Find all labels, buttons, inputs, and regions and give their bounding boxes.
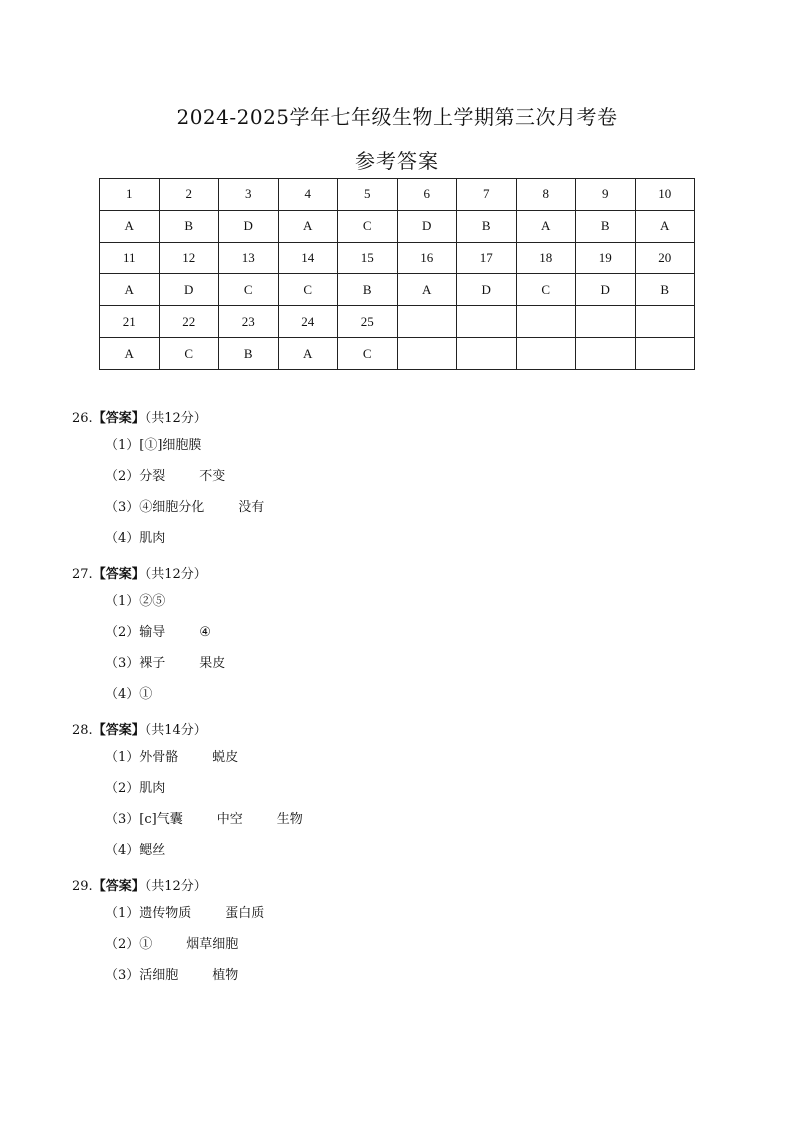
answer-line [72,461,264,492]
answer-cell: D [397,210,457,242]
question-number-cell: 10 [635,179,695,211]
answer-text: （3）裸子 [105,656,166,671]
answer-cell: B [635,274,695,306]
question-number-cell: 11 [100,242,160,274]
answer-text: 没有 [238,500,265,515]
question-number-cell: 22 [159,306,219,338]
answer-line [72,804,303,835]
question-number-cell: 18 [516,242,576,274]
answer-text: 植物 [212,968,239,983]
answer-text: （1）[①]细胞膜 [105,438,202,453]
section-score: （共12分） [144,411,207,426]
question-number-cell: 5 [338,179,398,211]
answer-cell: D [159,274,219,306]
question-number-cell [516,306,576,338]
answer-cell [457,338,517,370]
answer-line [72,430,264,461]
question-number-cell [635,306,695,338]
question-number-cell: 9 [576,179,636,211]
answer-cell: D [576,274,636,306]
question-number-row [100,242,695,274]
answer-text: （1）外骨骼 [105,750,179,765]
question-number-cell: 2 [159,179,219,211]
answer-cell: C [278,274,338,306]
answer-line [72,523,264,554]
answer-table [99,178,695,370]
answer-cell: A [100,338,160,370]
answer-line [72,835,303,866]
question-number-cell: 16 [397,242,457,274]
question-number-cell: 8 [516,179,576,211]
answer-line [72,742,303,773]
answer-text: （1）遗传物质 [105,906,192,921]
question-number-cell: 3 [219,179,279,211]
answer-cell: B [457,210,517,242]
answer-letter-row [100,210,695,242]
answer-cell: C [338,210,398,242]
answer-line [72,492,264,523]
answer-cell: A [635,210,695,242]
answer-section [72,720,303,866]
question-number-cell: 25 [338,306,398,338]
answer-cell [397,338,457,370]
question-number-cell: 12 [159,242,219,274]
answer-text: （3）④细胞分化 [105,500,205,515]
answer-cell: A [278,338,338,370]
section-score: （共12分） [144,879,207,894]
answer-section [72,876,264,991]
answer-line [72,679,225,710]
answer-section [72,564,225,710]
answer-cell: C [516,274,576,306]
answer-line [72,898,264,929]
answer-text: （1）②⑤ [105,594,166,609]
answer-line [72,586,225,617]
question-number-cell: 20 [635,242,695,274]
answer-section [72,408,264,554]
question-number-cell [576,306,636,338]
answer-text: （2）肌肉 [105,781,166,796]
answer-text: 蛋白质 [225,906,265,921]
answer-cell: D [457,274,517,306]
question-number-cell: 17 [457,242,517,274]
answer-text: （4）肌肉 [105,531,166,546]
answer-cell: A [278,210,338,242]
answer-text: （3）活细胞 [105,968,179,983]
answer-line [72,648,225,679]
question-number-cell: 23 [219,306,279,338]
answer-label: 【答案】 [92,723,145,738]
section-score: （共12分） [144,567,207,582]
question-number-cell: 4 [278,179,338,211]
answer-cell: D [219,210,279,242]
answer-cell: A [516,210,576,242]
question-number-cell: 13 [219,242,279,274]
answer-text: （4）鳃丝 [105,843,166,858]
answer-text: （3）[c]气囊 [105,812,183,827]
question-number-row [100,306,695,338]
answer-line [72,929,264,960]
question-number-cell: 21 [100,306,160,338]
answer-line [72,960,264,991]
section-number: 28. [72,723,93,738]
question-number-cell: 6 [397,179,457,211]
answer-text: 生物 [276,812,303,827]
answer-label: 【答案】 [92,567,145,582]
answer-cell [576,338,636,370]
answer-text: 不变 [199,469,226,484]
answer-letter-row [100,338,695,370]
answer-text: （2）输导 [105,625,166,640]
section-heading [72,408,264,430]
document-subtitle: 参考答案 [355,149,439,173]
answer-cell: C [338,338,398,370]
answer-cell: A [100,210,160,242]
answer-cell [635,338,695,370]
answer-cell: B [219,338,279,370]
answer-text: （4）① [105,687,153,702]
section-number: 29. [72,879,93,894]
answer-label: 【答案】 [92,411,145,426]
section-heading [72,876,264,898]
answer-cell: B [338,274,398,306]
question-number-cell: 15 [338,242,398,274]
document-title: 2024-2025学年七年级生物上学期第三次月考卷 [176,105,618,129]
answer-text: 中空 [216,812,243,827]
answer-text: （2）分裂 [105,469,166,484]
answer-line [72,773,303,804]
answer-text: 烟草细胞 [186,937,239,952]
answer-cell: B [576,210,636,242]
answer-cell: A [100,274,160,306]
section-score: （共14分） [144,723,207,738]
question-number-cell: 7 [457,179,517,211]
question-number-row [100,179,695,211]
section-number: 26. [72,411,93,426]
question-number-cell: 14 [278,242,338,274]
question-number-cell: 19 [576,242,636,274]
question-number-cell [397,306,457,338]
answer-text: 蜕皮 [212,750,239,765]
answer-cell: C [219,274,279,306]
answer-cell [516,338,576,370]
answer-line [72,617,225,648]
question-number-cell: 24 [278,306,338,338]
answer-letter-row [100,274,695,306]
section-heading [72,720,303,742]
answer-label: 【答案】 [92,879,145,894]
section-number: 27. [72,567,93,582]
answer-cell: C [159,338,219,370]
question-number-cell [457,306,517,338]
answer-cell: A [397,274,457,306]
answer-text: 果皮 [199,656,226,671]
answer-text: （2）① [105,937,153,952]
answer-text: ④ [199,625,211,640]
section-heading [72,564,225,586]
question-number-cell: 1 [100,179,160,211]
answer-cell: B [159,210,219,242]
